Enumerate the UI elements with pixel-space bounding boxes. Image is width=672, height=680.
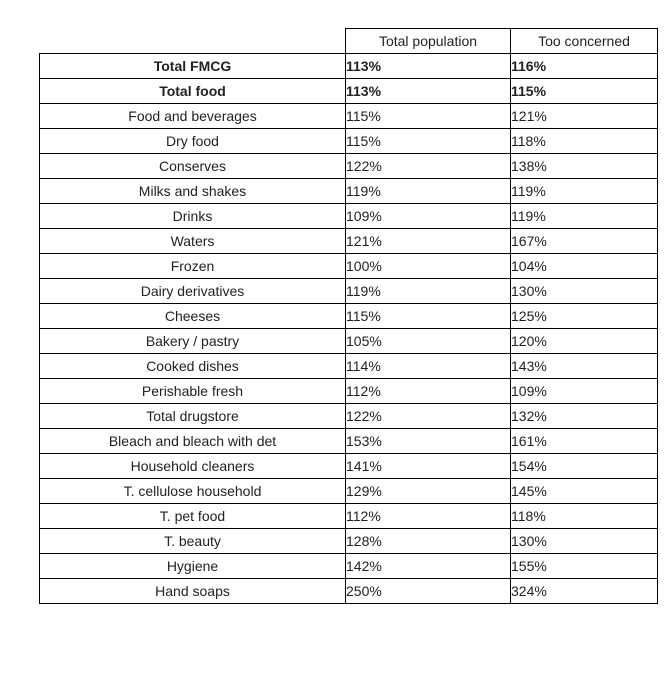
cell-total-population: 250% [346, 579, 511, 604]
row-label: Total FMCG [40, 54, 346, 79]
cell-total-population: 142% [346, 554, 511, 579]
table-row [40, 404, 658, 429]
cell-total-population: 109% [346, 204, 511, 229]
cell-total-population: 115% [346, 304, 511, 329]
table-row [40, 179, 658, 204]
table-body [40, 54, 658, 604]
cell-total-population: 122% [346, 404, 511, 429]
row-label: Frozen [40, 254, 346, 279]
cell-too-concerned: 120% [511, 329, 658, 354]
table-row [40, 579, 658, 604]
cell-too-concerned: 132% [511, 404, 658, 429]
table-row [40, 129, 658, 154]
column-header-too-concerned: Too concerned [511, 29, 658, 54]
cell-total-population: 141% [346, 454, 511, 479]
cell-total-population: 119% [346, 179, 511, 204]
row-label: Hand soaps [40, 579, 346, 604]
table-row [40, 554, 658, 579]
row-label: Total food [40, 79, 346, 104]
cell-total-population: 113% [346, 54, 511, 79]
table-row [40, 104, 658, 129]
row-label: T. beauty [40, 529, 346, 554]
row-label: Dry food [40, 129, 346, 154]
cell-total-population: 121% [346, 229, 511, 254]
row-label: Hygiene [40, 554, 346, 579]
cell-too-concerned: 118% [511, 129, 658, 154]
table-row [40, 254, 658, 279]
cell-too-concerned: 116% [511, 54, 658, 79]
table-row [40, 154, 658, 179]
cell-total-population: 100% [346, 254, 511, 279]
row-label: Food and beverages [40, 104, 346, 129]
row-label: Waters [40, 229, 346, 254]
table-row [40, 54, 658, 79]
row-label: Bakery / pastry [40, 329, 346, 354]
cell-too-concerned: 154% [511, 454, 658, 479]
cell-total-population: 119% [346, 279, 511, 304]
cell-too-concerned: 155% [511, 554, 658, 579]
row-label: T. cellulose household [40, 479, 346, 504]
table-row [40, 304, 658, 329]
cell-total-population: 112% [346, 379, 511, 404]
header-row [40, 29, 658, 54]
table-row [40, 79, 658, 104]
cell-too-concerned: 167% [511, 229, 658, 254]
row-label: Cheeses [40, 304, 346, 329]
cell-too-concerned: 115% [511, 79, 658, 104]
cell-too-concerned: 138% [511, 154, 658, 179]
row-label: Bleach and bleach with det [40, 429, 346, 454]
cell-total-population: 105% [346, 329, 511, 354]
table-row [40, 379, 658, 404]
cell-too-concerned: 130% [511, 529, 658, 554]
table-row [40, 479, 658, 504]
table-row [40, 429, 658, 454]
row-label: Milks and shakes [40, 179, 346, 204]
cell-too-concerned: 119% [511, 204, 658, 229]
cell-total-population: 114% [346, 354, 511, 379]
cell-too-concerned: 121% [511, 104, 658, 129]
row-label: Household cleaners [40, 454, 346, 479]
row-label: Dairy derivatives [40, 279, 346, 304]
data-table [39, 28, 658, 604]
header-corner-cell [40, 29, 346, 54]
cell-too-concerned: 324% [511, 579, 658, 604]
table-row [40, 354, 658, 379]
row-label: Total drugstore [40, 404, 346, 429]
row-label: Conserves [40, 154, 346, 179]
cell-too-concerned: 109% [511, 379, 658, 404]
cell-total-population: 115% [346, 104, 511, 129]
cell-total-population: 113% [346, 79, 511, 104]
table-row [40, 454, 658, 479]
row-label: Perishable fresh [40, 379, 346, 404]
cell-total-population: 129% [346, 479, 511, 504]
cell-too-concerned: 145% [511, 479, 658, 504]
cell-total-population: 128% [346, 529, 511, 554]
cell-total-population: 153% [346, 429, 511, 454]
table-row [40, 504, 658, 529]
table-row [40, 229, 658, 254]
cell-too-concerned: 119% [511, 179, 658, 204]
table-row [40, 204, 658, 229]
cell-too-concerned: 125% [511, 304, 658, 329]
cell-too-concerned: 104% [511, 254, 658, 279]
column-header-total-population: Total population [346, 29, 511, 54]
cell-too-concerned: 130% [511, 279, 658, 304]
cell-total-population: 122% [346, 154, 511, 179]
row-label: Cooked dishes [40, 354, 346, 379]
cell-too-concerned: 161% [511, 429, 658, 454]
cell-total-population: 112% [346, 504, 511, 529]
row-label: Drinks [40, 204, 346, 229]
table-row [40, 329, 658, 354]
row-label: T. pet food [40, 504, 346, 529]
table-row [40, 279, 658, 304]
cell-too-concerned: 118% [511, 504, 658, 529]
table-row [40, 529, 658, 554]
cell-too-concerned: 143% [511, 354, 658, 379]
cell-total-population: 115% [346, 129, 511, 154]
